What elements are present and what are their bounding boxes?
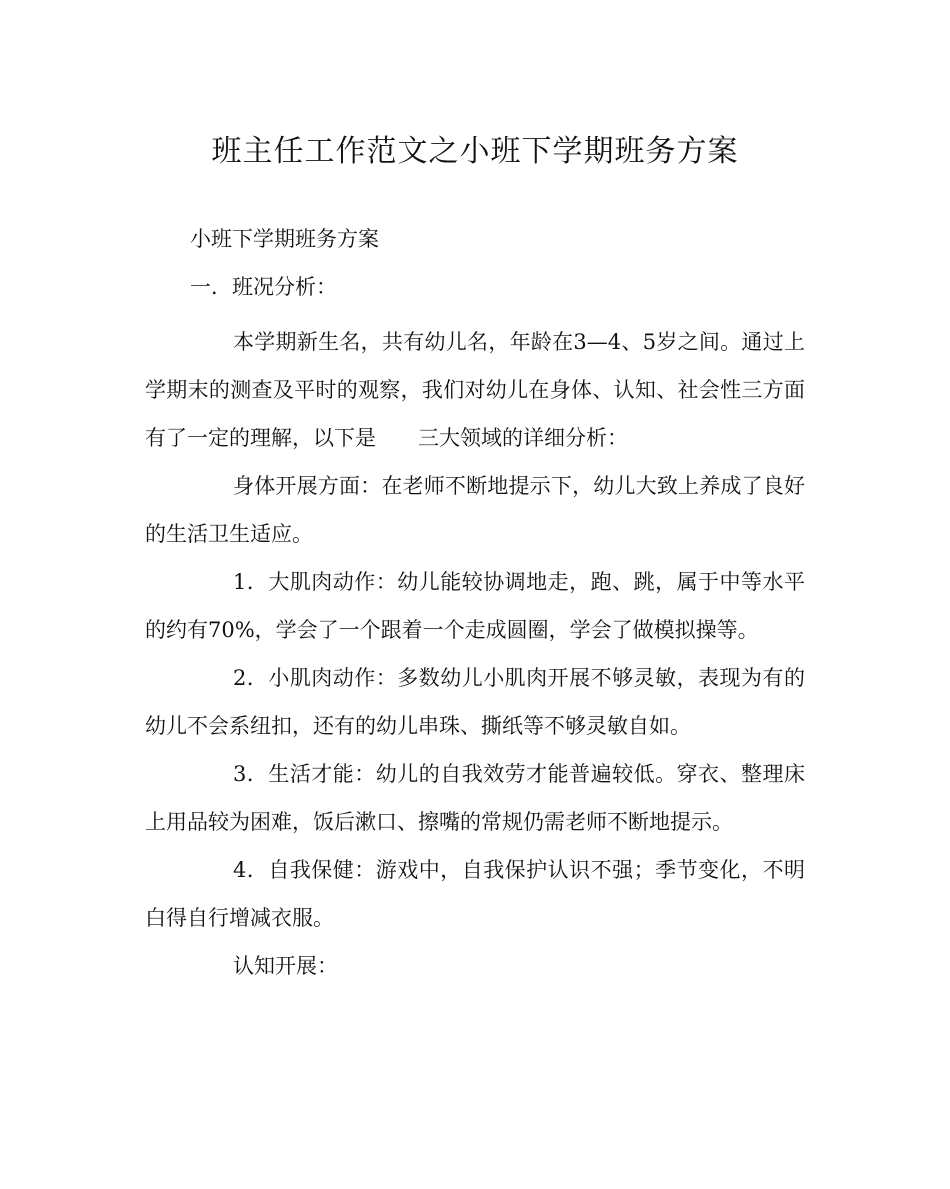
paragraph-item-4: 4．自我保健：游戏中，自我保护认识不强；季节变化，不明白得自行增减衣服。 (145, 858, 805, 930)
paragraph-intro-part1: 本学期新生名，共有幼儿名，年龄在3—4、5岁之间。通过上学期末的测查及平时的观察，我们对幼儿在身体、认知、社会性三方面有了一定的理解，以下是 (145, 330, 805, 450)
paragraph-cognitive: 认知开展： (233, 954, 338, 978)
paragraph-item-1: 1．大肌肉动作：幼儿能较协调地走，跑、跳，属于中等水平的约有70%，学会了一个跟着一个走成圆圈，学会了做模拟操等。 (145, 570, 805, 642)
paragraph-physical: 身体开展方面：在老师不断地提示下，幼儿大致上养成了良好的生活卫生适应。 (145, 474, 805, 546)
section-heading: 一．班况分析： (190, 275, 337, 299)
document-title: 班主任工作范文之小班下学期班务方案 (211, 134, 739, 169)
paragraph-item-2: 2．小肌肉动作：多数幼儿小肌肉开展不够灵敏，表现为有的幼儿不会系纽扣，还有的幼儿串珠、撕纸等不够灵敏自如。 (145, 666, 805, 738)
paragraph-intro (145, 318, 805, 462)
paragraph-intro-part2: 三大领域的详细分析： (418, 426, 628, 450)
paragraph-item-3: 3．生活才能：幼儿的自我效劳才能普遍较低。穿衣、整理床上用品较为困难，饭后漱口、擦嘴的常规仍需老师不断地提示。 (145, 762, 805, 834)
subtitle: 小班下学期班务方案 (190, 227, 379, 251)
